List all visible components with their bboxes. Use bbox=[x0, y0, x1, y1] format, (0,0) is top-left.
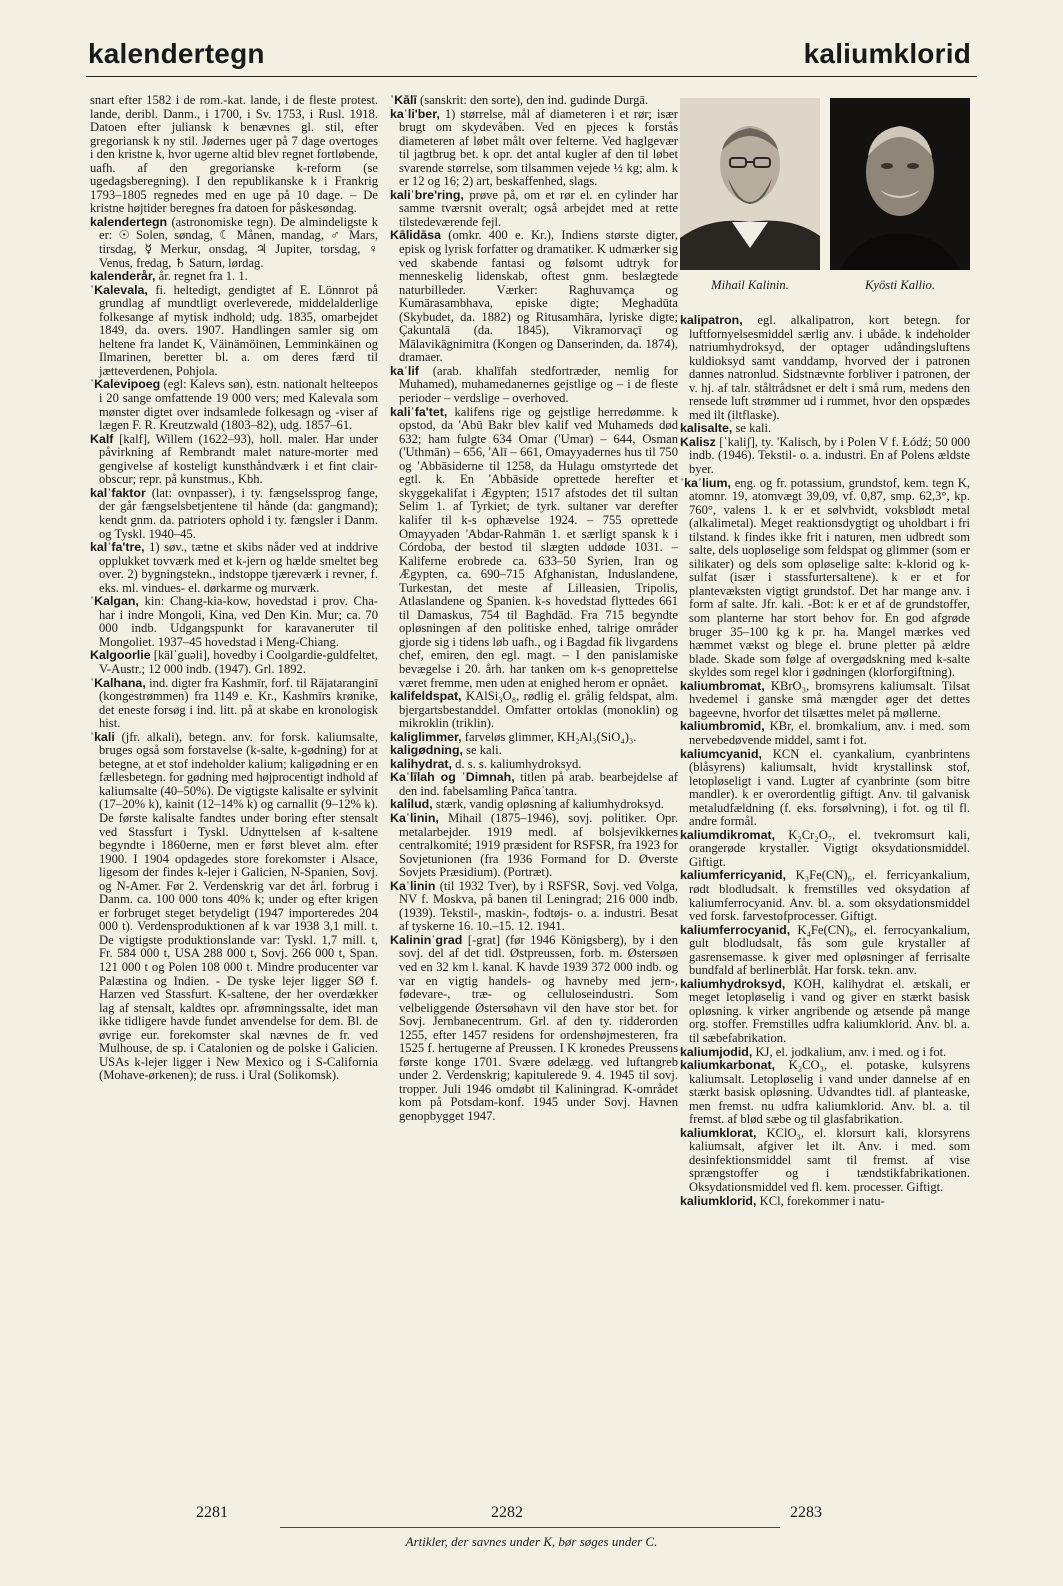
caption-kallio: Kyösti Kallio. bbox=[865, 278, 935, 292]
entry-text: stærk, vandig opløsning af kaliumhydroksyd. bbox=[435, 797, 664, 812]
entry-text: (til 1932 Tver), by i RSFSR, Sovj. ved Volga, NV f. Moskva, på banen til Leningrad; 216 000 indb. (1939). Tekstil-, maskin-, fodtøjs- o. a. industri. Besat af tyskerne 16. 10.–15. 12. 1941. bbox=[399, 878, 678, 934]
entry-text: K₄Fe(CN)₆, el. ferrocyankalium, gult blodludsalt, fås som gule krystaller af gasrensemasse. k giver med opløsninger af ferrisalte bundfald af berlinerblåt. Har forsk. tekn. anv. bbox=[689, 922, 970, 978]
dictionary-entry bbox=[390, 812, 678, 880]
entry-text: [kalf], Willem (1622–93), holl. maler. Har under påvirkning af Rembrandt malet nature-morter med gengivelse af kosteligt kunsthåndværk i et fint clair-obscur; repr. på kunstmus., Kbh. bbox=[99, 431, 378, 487]
entry-headword: ˈKalhana, bbox=[90, 675, 146, 690]
entry-headword: kalihydrat, bbox=[390, 756, 452, 771]
entry-headword: Kaˈlinin bbox=[390, 878, 436, 893]
entry-text: K₂CO₃, el. potaske, kulsyrens kaliumsalt. Letopløselig i vand under dannelse af en stærkt basisk opløsning. Udvandtes tidl. af planteaske, men fremst. nu udfra kaliumklorid. Anv. bl. a. til fremst. af blød sæbe og til glasfabrikation. bbox=[689, 1058, 970, 1127]
entry-text: (sanskrit: den sorte), den ind. gudinde Durgā. bbox=[420, 93, 649, 107]
entry-text: prøve på, om et rør el. en cylinder har samme tværsnit overalt; også arbejdet med at rette tilstedeværende fejl. bbox=[399, 187, 678, 229]
entry-headword: ˈkali bbox=[90, 729, 115, 744]
dictionary-entry bbox=[390, 406, 678, 690]
dictionary-entry bbox=[90, 216, 378, 270]
entry-headword: ˈKālī bbox=[390, 93, 417, 107]
entry-headword: ˈKalevipoeg bbox=[90, 377, 161, 392]
entry-text: (lat: ovnpasser), i ty. fængselssprog fange, der går fængselsbetjentene til hånde (da: gangmand); kendt gnm. da. patrioters ophold i ty. fængsler i Danm. og Tyskl. 1940–45. bbox=[99, 485, 378, 541]
dictionary-entry bbox=[390, 934, 678, 1124]
entry-headword: kaliumferricyanid, bbox=[680, 868, 787, 883]
entry-text: 1) størrelse, mål af diameteren i et rør; især brugt om skydevåben. Ved en pjeces k forstås diameteren af løbet målt over felterne. Ved haglgevær til jagtbrug bet. k opr. det antal kugler af den til løbet svarende størrelse, som tilsammen vejede ½ kg; alm. k er 12 og 16; 2) art, beskaffenhed, slags. bbox=[399, 106, 678, 189]
entry-text: se kali. bbox=[735, 421, 772, 436]
entry-text: K₂Cr₂O₇, el. tvekromsurt kali, orangerøde krystaller. Vigtigt oksydationsmiddel. Giftigt. bbox=[689, 827, 970, 869]
entry-text: år. regnet fra 1. 1. bbox=[158, 269, 248, 284]
caption-kalinin: Mihail Kalinin. bbox=[711, 278, 789, 292]
dictionary-entry bbox=[680, 436, 970, 477]
entry-text: [kälˈguəli], hovedby i Coolgardie-guldfeltet, V-Austr.; 12 000 indb. (1947). Grl. 1892. bbox=[99, 648, 378, 676]
dictionary-entry bbox=[90, 378, 378, 432]
entry-text: Mihail (1875–1946), sovj. politiker. Opr. metalarbejder. 1919 medl. af bolsjevikkernes centralkomité; 1919 præsident for RSFSR, fra 1923 for Sovjetunionen (fra 1936 Formand for D. Øverste Sovjets Præsidium). (Portræt). bbox=[399, 810, 679, 880]
entry-headword: Kalgoorlie bbox=[90, 648, 151, 663]
entry-headword: Kalininˈgrad bbox=[390, 932, 463, 947]
entry-text: 1) søv., tætne et skibs nåder ved at inddrive opplukket tovværk med et k-jern og hælde smeltet beg over. 2) bygningstekn., indstoppe tjæreværk i revner, f. eks. ml. vindues- el. dørkarme og murværk. bbox=[99, 540, 378, 595]
entry-text: KCl, forekommer i natu- bbox=[759, 1193, 885, 1208]
dictionary-entry bbox=[680, 314, 970, 422]
entry-headword: kalendertegn bbox=[90, 214, 168, 229]
entry-headword: ˈkaˈlium, bbox=[680, 475, 731, 490]
running-head-right: kaliumklorid bbox=[803, 38, 971, 69]
entry-text: [ˈkaliʃ], ty. 'Kalisch, by i Polen V f. Łódź; 50 000 indb. (1946). Tekstil- o. a. industri. En af Polens ældste byer. bbox=[689, 434, 970, 477]
portrait-kalinin bbox=[680, 98, 820, 270]
entry-text: K₃Fe(CN)₆, el. ferricyankalium, rødt blodludsalt. k fremstilles ved oksydation af kaliumferrocyanid. Anv. bl. a. som oksydationsmiddel ved forsk. farvestofprocesser. Giftigt. bbox=[689, 868, 970, 924]
entry-headword: kalˈfaktor bbox=[90, 485, 146, 500]
entry-headword: ˈKalgan, bbox=[90, 594, 139, 609]
entry-headword: kaliumklorid, bbox=[680, 1193, 757, 1208]
dictionary-entry bbox=[390, 189, 678, 230]
entry-headword: kalifeldspat, bbox=[390, 689, 462, 704]
dictionary-entry bbox=[680, 1127, 970, 1195]
entry-headword: kaliumklorat, bbox=[680, 1125, 757, 1140]
dictionary-entry bbox=[390, 690, 678, 731]
entry-headword: kaliˈfa'tet, bbox=[390, 404, 448, 419]
entry-headword: kalipatron, bbox=[680, 313, 743, 327]
entry-text: farveløs glimmer, KH₂Al₃(SiO₄)₃. bbox=[464, 729, 637, 744]
dictionary-entry bbox=[90, 731, 378, 1083]
entry-headword: kaligødning, bbox=[390, 743, 463, 758]
page-number-left: 2281 bbox=[196, 1504, 228, 1521]
entry-text: kalifens rige og gejstlige herredømme. k opstod, da 'Abū Bakr blev kalif ved Muhameds død 632; ham fulgte 634 Omar ('Umar) – 644, Osman ('Uthmān) – 656, 'Alī – 661, Omayyadernes hus til 750 og 'Abbāsiderne til 1258, da Hulagu omstyrtede det egtl. k. En 'Abbāside oprettede herefter et skyggekalifat i Ægypten; 1517 afstodes det til sultan Selim 1. af Tyrkiet; de tyrk. sultaner var derefter kalifer til k-s ophævelse 1924. – 755 oprettede Omayyaden 'Abdar-Rahmān 1. et særligt spansk k i Córdoba, der bestod til slægten uddøde 1031. – Kaliferne erobrede ca. 633–50 Syrien, Iran og Ægypten, ca. 690–715 Afghanistan, Induslandene, Turkestan, det meste af Lilleasien, Tripolis, Atlaslandene og Spanien. k-s hovedstad flyttedes 661 til Damaskus, 754 til Baghdād. Fra 715 begyndte opløsningen af den politiske enhed, talrige områder gjorde sig i tidens løb uafh., og i Bagdad fik livgardens chef, emiren, den egl. magt. – I den panislamiske bevægelse i 20. årh. har tanken om k-s genoprettelse været fremme, men uden at enighed herom er opnået. bbox=[399, 404, 678, 690]
footer-note: Artikler, der savnes under K, bør søges under C. bbox=[405, 1534, 658, 1549]
entry-text: KJ, el. jodkalium, anv. i med. og i fot. bbox=[755, 1044, 947, 1059]
dictionary-entry bbox=[680, 978, 970, 1046]
entry-text: (jfr. alkali), betegn. anv. for forsk. kaliumsalte, bruges også som forstavelse (k-salte, k-gødning) for at betegne, at et stof indeholder kalium; kaligødning er en fællesbetegn. for gødning med højprocentigt indhold af kaliumsalte (40–50%). De vigtigste kalisalte er sylvinit (17–20% k), kainit (12–14% k) og carnallit (9–12% k). De første kalisalte fandtes under boring efter stensalt ved Stassfurt i Tyskl. Udnyttelsen af k-saltene begyndte i 1860erne, men er først blevet alm. efter 1900. I 1904 opdagedes store forekomster i Alsace, ligesom der findes k-lejer i Galicien, N-Spanien, Sovj. og N-Amer. Før 2. Verdenskrig var det årl. forbrug i Danm. ca. 100 000 tons 40% k; under og efter krigen er forbruget steget betydeligt (1947 importeredes 204 000 t). Verdensproduktionen af k var 1938 3,1 mill. t. De vigtigste produktionslande var: Tyskl. 1,7 mill. t, Fr. 584 000 t, USA 288 000 t, Sovj. 266 000 t, Span. 121 000 t og Polen 108 000 t. Mindre producenter var Palæstina og Indien. - De tyske lejer ligger SØ f. Harzen ved Stassfurt. K-saltene, der her overdækker lag af stensalt, kaldtes opr. afrømningssalte, idet man ikke tidligere havde fundet anvendelse for dem. Bl. de øvrige eur. forekomster skal nævnes de fr. ved Mulhouse, de sp. i Catalonien og de polske i Galicien. USAs k-lejer ligger i New Mexico og i S-California (Mohave-ørkenen); de russ. i Ural (Solikomsk). bbox=[99, 729, 378, 1083]
running-head-left: kalendertegn bbox=[88, 38, 265, 69]
page-number-right: 2283 bbox=[790, 1504, 822, 1521]
dictionary-entry bbox=[390, 731, 678, 745]
entry-headword: ˈKalevala, bbox=[90, 282, 148, 297]
entry-text: fi. heltedigt, gendigtet af E. Lönnrot på grundlag af mundtligt overleverede, middelalderlige folkesange af mytisk indhold; udg. 1835, omarbejdet 1849, da. overs. 1907. Handlingen samler sig om heltene fra landet K, Väinämöinen, Lemminkäinen og Ilmarinen, beretter bl. a. om deres færd til jætteverdenen, Pohjola. bbox=[99, 282, 378, 378]
entry-text: KOH, kalihydrat el. ætskali, er meget letopløselig i vand og giver en stærkt basisk opløsning. k virker angribende og ætsende på mange org. stoffer. Fremstilles udfra kaliumklorid. Anv. bl. a. til sæbefabrikation. bbox=[689, 976, 970, 1045]
dictionary-entry bbox=[90, 595, 378, 649]
dictionary-entry bbox=[390, 771, 678, 798]
entry-text: [-grat] (før 1946 Königsberg), by i den sovj. del af det tidl. Østpreussen, forb. m. Østersøen ved en 32 km l. kanal. K havde 1939 372 000 indb. og var en vigtig handels- og havneby med jern-, fødevare-, træ- og celluloseindustri. Som velbeliggende Østersøhavn vil den have stor bet. for Sovj. Jernbanecentrum. Grl. af den ty. ridderorden 1255, efter 1457 residens for ordenshøjmesteren, fra 1525 f. hertugerne af Preussen. I K kronedes Preussens første konge 1701. Svære ødelægg. ved luftangreb under 2. Verdenskrig; kapitulerede 9. 4. 1945 til sovj. tropper. Juli 1946 omdøbt til Kaliningrad. K-området kom på Potsdam-konf. 1945 under Sovj. Havnen genopbygget 1947. bbox=[399, 932, 678, 1124]
dictionary-entry bbox=[390, 229, 678, 364]
entry-headword: kaliumjodid, bbox=[680, 1044, 753, 1059]
dictionary-entry bbox=[90, 487, 378, 541]
entry-text: d. s. s. kaliumhydroksyd. bbox=[455, 756, 582, 771]
entry-headword: kaliumhydroksyd, bbox=[680, 976, 786, 991]
dictionary-entry bbox=[680, 720, 970, 747]
entry-headword: Kaˈlinin, bbox=[390, 810, 439, 825]
dictionary-entry bbox=[680, 1059, 970, 1127]
entry-headword: kalisalte, bbox=[680, 421, 733, 436]
entry-headword: Kaˈlīlah og ˈDimnah, bbox=[390, 770, 515, 785]
dictionary-entry bbox=[680, 422, 970, 436]
entry-headword: kaliˈbre'ring, bbox=[390, 187, 464, 202]
dictionary-entry bbox=[390, 744, 678, 758]
footer-rule bbox=[280, 1527, 780, 1528]
entry-text: KClO₃, el. klorsurt kali, klorsyrens kaliumsalt, afgiver let ilt. Anv. i med. som desinfektionsmiddel samt til fremst. af vise sprængstoffer og i tændstikfabrikationen. Oksydationsmiddel ved fl. kem. processer. Giftigt. bbox=[689, 1125, 970, 1194]
entry-headword: kaliumferrocyanid, bbox=[680, 922, 791, 937]
dictionary-entry bbox=[390, 108, 678, 189]
dictionary-entry bbox=[680, 477, 970, 680]
entry-headword: kaliumdikromat, bbox=[680, 827, 776, 842]
entry-text: (egl: Kalevs søn), estn. nationalt helteepos i 20 sange omfattende 19 000 vers; med Kalevala som mønster digtet over indsamlede folkesagn og -viser af lægen F. R. Kreutzwald (1803–82), udg. 1857–61. bbox=[99, 377, 378, 433]
dictionary-entry bbox=[390, 798, 678, 812]
column-3 bbox=[680, 314, 970, 1208]
entry-headword: kalˈfa'tre, bbox=[90, 540, 145, 555]
entry-text: KBr, el. bromkalium, anv. i med. som nervebedøvende middel, samt i fot. bbox=[689, 719, 970, 747]
entry-headword: kaliumcyanid, bbox=[680, 746, 762, 761]
entry-headword: kaliumkarbonat, bbox=[680, 1058, 776, 1073]
dictionary-entry bbox=[680, 748, 970, 829]
dictionary-entry bbox=[90, 649, 378, 676]
entry-continuation bbox=[90, 94, 378, 216]
header-rule bbox=[86, 76, 977, 77]
dictionary-entry bbox=[90, 433, 378, 487]
entry-text: egl. alkalipatron, kort betegn. for luftfornyelsesmiddel særlig anv. i ubåde. k indeholder natriumhydroksyd, der optager udåndingsluftens kuldioksyd samt vanddamp, hvorved der i patronen dannes natronlud. Sidstnævnte forbliver i patronen, der v. hj. af talr. ståltrådsnet er delt i små rum, medens den rensede luft strømmer ud i rummet, hvor den opspædes med ilt (iltflaske). bbox=[689, 313, 970, 422]
portrait-photos bbox=[680, 98, 970, 298]
dictionary-entry bbox=[680, 1046, 970, 1060]
dictionary-entry bbox=[390, 94, 678, 108]
entry-headword: Kālidāsa bbox=[390, 228, 441, 243]
entry-text: (omkr. 400 e. Kr.), Indiens største digter, episk og lyrisk forfatter og dramatiker. K udmærker sig ved skabende fantasi og følsomt udtryk for menneskelig lidenskab, oftest gnm. beslægtede naturbilleder. Værker: Raghuvamça og Kumārasambhava, episke digte; Meghadūta (Skybudet, da. 1882) og Ritusamhāra, lyriske digte; Çakuntalā (da. 1845), Vikramorvaçī og Mālavikāgnimitra (Kongen og Danserinden, da. 1874), dramaer. bbox=[399, 228, 678, 365]
entry-headword: kaliumbromid, bbox=[680, 719, 765, 734]
entry-text: (astronomiske tegn). De almindeligste k er: ☉ Solen, søndag, ☾ Månen, mandag, ♂ Mars, tirsdag, ☿ Merkur, onsdag, ♃ Jupiter, torsdag, ♀ Venus, fredag, ♄ Saturn, lørdag. bbox=[99, 214, 378, 270]
dictionary-entry bbox=[90, 677, 378, 731]
entry-text: snart efter 1582 i de rom.-kat. lande, i de fleste protest. lande, deribl. Danm., i 1700, i Sv. 1753, i Rusl. 1918. Datoen efter juliansk k benævnes gl. stil, efter gregoriansk k ny stil. Jødernes uger på 7 dage overtoges i den kristne k, hvor ugerne altid blev regnet fortløbende, uafh. af den gregorianske k-reform (se ugedagsberegning). I den republikanske k i Frankrig 1793–1805 regnedes med en uge på 10 dage. – De kristne højtider beregnes fra datoen for påskesøndag. bbox=[90, 93, 378, 216]
page-number-middle: 2282 bbox=[491, 1504, 523, 1521]
entry-headword: kaˈlif bbox=[390, 363, 419, 378]
dictionary-entry bbox=[90, 270, 378, 284]
dictionary-entry bbox=[390, 365, 678, 406]
entry-text: eng. og fr. potassium, grundstof, kem. tegn K, atomnr. 19, atomvægt 39,09, vf. 0,87, smp. 62,3°, kp. 760°, valens 1. k er et sølvhvidt, voksblødt metal (alkalimetal). Meget reaktionsdygtigt og uholdbart i fri tilstand. k findes ikke frit i naturen, men udbredt som salte, dels uopløselige som feldspat og glimmer (som er silikater) og dels som opløselige salte: k-klorid og k-sulfat (især i stassfurtersaltene). k er et for plantevæksten vigtigt grundstof. Det har mange anv. i form af salte. Jfr. kali. -Bot: k er et af de grundstoffer, som planterne har stort behov for. En god afgrøde bruger 35–100 kg k pr. ha. Mangel mærkes ved hæmmet vækst og blege el. brune pletter på ældre blade. Skade som følge af overgødskning med k-salte skyldes som regel klor i gødningen (klorforgiftning). bbox=[689, 475, 970, 680]
dictionary-entry bbox=[90, 284, 378, 379]
dictionary-entry bbox=[390, 758, 678, 772]
entry-text: KCN el. cyankalium, cyanbrintens (blåsyrens) kaliumsalt, hvidt krystallinsk stof, letopløseligt i vand. Lugter af cyanbrinte (som bitre mandler). k er overordentlig giftigt. Anv. til galvanisk metaludfældning (f. eks. forsølvning), i fot. og til fl. andre formål. bbox=[689, 746, 970, 829]
dictionary-entry bbox=[390, 880, 678, 934]
dictionary-entry bbox=[680, 680, 970, 721]
entry-text: kin: Chang-kia-kow, hovedstad i prov. Cha-har i indre Mongoli, Kina, ved Den Kin. Mur; ca. 70 000 indb. Udgangspunkt for karavaneruter til Mongoliet. 1937–45 hovedstad i Meng-Chiang. bbox=[99, 594, 378, 649]
dictionary-entry bbox=[680, 924, 970, 978]
entry-headword: Kalf bbox=[90, 431, 114, 446]
column-1 bbox=[90, 94, 378, 1083]
entry-headword: kaliglimmer, bbox=[390, 729, 462, 744]
entry-headword: kalilud, bbox=[390, 797, 433, 812]
dictionary-entry bbox=[680, 869, 970, 923]
entry-text: KBrO₃, bromsyrens kaliumsalt. Tilsat hvedemel i ganske små mængder øger det dettes bageevne, hvorfor det tilsættes melet på møllerne. bbox=[689, 678, 971, 720]
dictionary-entry bbox=[90, 541, 378, 595]
entry-text: se kali. bbox=[466, 743, 502, 758]
column-2 bbox=[390, 94, 678, 1124]
entry-text: ind. digter fra Kashmīr, forf. til Rājataranginī (kongestrømmen) fra 1149 e. Kr., Kashmīrs krønike, det eneste forsøg i ind. litt. på at skabe en kronologisk hist. bbox=[99, 675, 378, 731]
entry-text: titlen på arab. bearbejdelse af den ind. fabelsamling Pañcaˈtantra. bbox=[399, 770, 678, 798]
entry-headword: Kalisz bbox=[680, 434, 716, 449]
entry-headword: kaliumbromat, bbox=[680, 678, 765, 693]
entry-headword: kalenderår, bbox=[90, 269, 156, 284]
entry-headword: kaˈli'ber, bbox=[390, 106, 440, 121]
entry-text: (arab. khalīfah stedfortræder, nemlig for Muhamed), muhamedanernes gejstlige og – i de fleste perioder – verdslige – overhoved. bbox=[399, 363, 678, 406]
dictionary-entry bbox=[680, 829, 970, 870]
dictionary-entry bbox=[680, 1195, 970, 1209]
portrait-kallio bbox=[830, 98, 970, 270]
entry-text: KAlSi₃O₈, rødlig el. grålig feldspat, alm. bjergartsbestanddel. Omfatter ortoklas (monoklin) og mikroklin (triklin). bbox=[399, 689, 678, 731]
